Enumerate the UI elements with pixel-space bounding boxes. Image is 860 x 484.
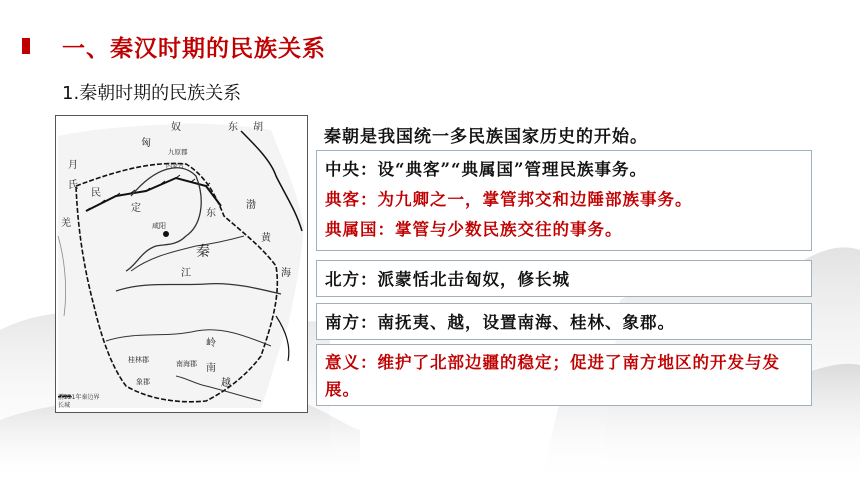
map-label-dong: 东 [228, 122, 238, 133]
central-admin-box [316, 150, 812, 251]
north-policy-box [316, 260, 812, 297]
map-label-ding: 定 [131, 203, 141, 214]
map-label-hai: 海 [281, 268, 291, 279]
central-line: 中央：设“典客”“典属国”管理民族事务。 [325, 160, 647, 179]
map-label-dong2: 东 [206, 208, 216, 219]
map-label-yue2: 越 [221, 378, 231, 389]
map-label-neimeng: 内蒙古 [166, 163, 185, 170]
map-drawing [56, 116, 307, 412]
legend-row-wall [58, 402, 118, 410]
intro-text: 秦朝是我国统一多民族国家历史的开始。 [324, 127, 648, 147]
section-title: 一、秦汉时期的民族关系 [62, 36, 326, 62]
north-policy-text: 北方：派蒙恬北击匈奴，修长城 [325, 270, 570, 289]
qin-dynasty-map [55, 115, 308, 413]
map-label-jiuyuan: 九原郡 [168, 148, 188, 156]
legend-wall-label: 长城 [58, 402, 71, 409]
south-policy-box [316, 303, 812, 340]
map-label-nu: 奴 [171, 122, 181, 133]
map-label-min: 民 [91, 188, 101, 199]
south-policy-text: 南方：南抚夷、越，设置南海、桂林、象郡。 [325, 313, 675, 332]
map-label-xianyang: 咸阳 [152, 222, 166, 230]
map-label-xiangjun: 象郡 [136, 378, 150, 386]
dianke-line: 典客：为九卿之一，掌管邦交和边陲部族事务。 [325, 190, 693, 209]
title-accent-bar [22, 38, 30, 54]
map-label-ling: 岭 [206, 338, 216, 349]
map-label-huang: 黄 [261, 233, 271, 244]
significance-box [316, 344, 812, 406]
map-label-guilin: 桂林郡 [128, 356, 149, 364]
map-label-jiang: 江 [181, 268, 191, 279]
significance-text: 意义：维护了北部边疆的稳定；促进了南方地区的开发与发展。 [325, 353, 780, 399]
legend-border-label: 前221年秦边界 [58, 394, 100, 401]
dianshuguo-line: 典属国：掌管与少数民族交往的事务。 [325, 220, 623, 239]
map-label-hu: 胡 [253, 122, 263, 133]
map-label-nanhai: 南海郡 [176, 360, 197, 368]
map-label-nan: 南 [206, 363, 216, 374]
subsection-title: 1.秦朝时期的民族关系 [62, 83, 242, 104]
map-label-shi: 氏 [68, 180, 78, 191]
map-label-yue: 月 [68, 160, 78, 171]
map-label-bohai: 渤 [246, 200, 256, 211]
map-legend [58, 394, 118, 410]
map-label-xiong: 匈 [141, 138, 151, 149]
map-label-qiang: 羌 [61, 218, 71, 229]
great-wall-icon [58, 394, 72, 399]
map-label-qin: 秦 [196, 244, 210, 260]
